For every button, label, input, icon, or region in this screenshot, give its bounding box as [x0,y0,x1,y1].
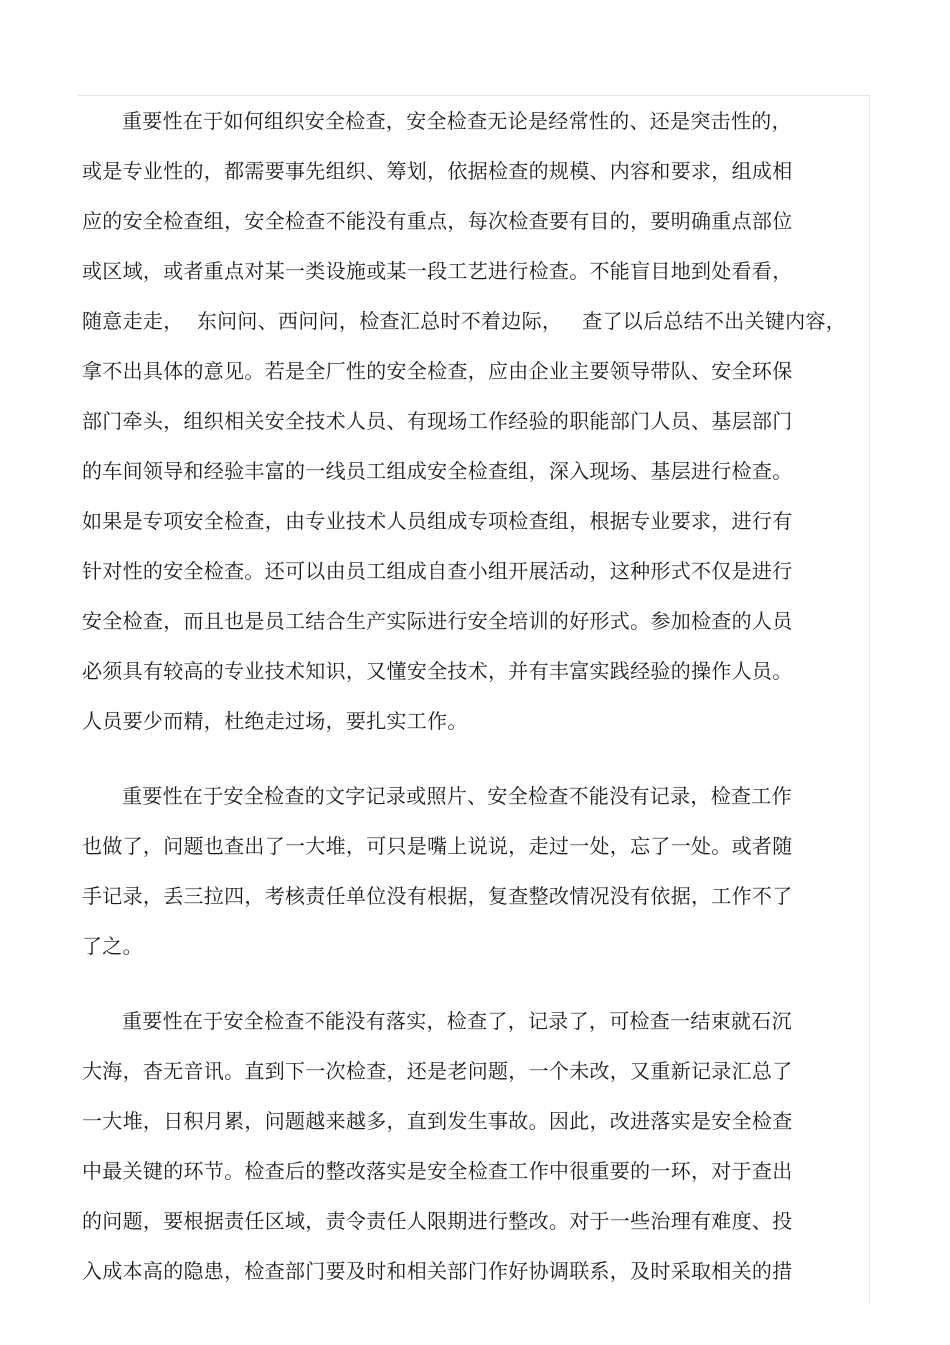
paragraph-gap [82,975,852,1000]
text-line: 的车间领导和经验丰富的一线员工组成安全检查组，深入现场、基层进行检查。 [82,459,793,483]
text-line: 针对性的安全检查。还可以由员工组成自查小组开展活动，这种形式不仅是进行 [82,559,793,583]
text-line: 的问题，要根据责任区域，责令责任人限期进行整改。对于一些治理有难度、投 [82,1209,793,1233]
text-line: 人员要少而精，杜绝走过场，要扎实工作。 [82,709,468,733]
text-line: 或区域，或者重点对某一类设施或某一段工艺进行检查。不能盲目地到处看看， [82,259,793,283]
text-line: 大海，杳无音讯。直到下一次检查，还是老问题，一个未改，又重新记录汇总了 [82,1059,793,1083]
text-line: 了之。 [82,934,143,958]
text-line: 重要性在于安全检查不能没有落实，检查了，记录了，可检查一结束就石沉 [122,1009,792,1033]
paragraph-2 [82,775,852,975]
text-line: 拿不出具体的意见。若是全厂性的安全检查，应由企业主要领导带队、安全环保 [82,359,793,383]
paragraph-1 [82,100,852,750]
document-body [82,100,852,1300]
text-line: 随意走走， 东问问、西问问，检查汇总时不着边际， 查了以后总结不出关键内容， [82,309,847,333]
text-line: 如果是专项安全检查，由专业技术人员组成专项检查组，根据专业要求，进行有 [82,509,793,533]
text-line: 重要性在于安全检查的文字记录或照片、安全检查不能没有记录，检查工作 [122,784,792,808]
text-line: 入成本高的隐患，检查部门要及时和相关部门作好协调联系，及时采取相关的措 [82,1259,793,1283]
text-line: 重要性在于如何组织安全检查，安全检查无论是经常性的、还是突击性的， [122,109,792,133]
text-line: 或是专业性的，都需要事先组织、筹划，依据检查的规模、内容和要求，组成相 [82,159,793,183]
text-line: 安全检查，而且也是员工结合生产实际进行安全培训的好形式。参加检查的人员 [82,609,793,633]
text-line: 部门牵头，组织相关安全技术人员、有现场工作经验的职能部门人员、基层部门 [82,409,793,433]
paragraph-3 [82,1000,852,1300]
text-line: 中最关键的环节。检查后的整改落实是安全检查工作中很重要的一环，对于查出 [82,1159,793,1183]
paragraph-gap [82,750,852,775]
text-line: 一大堆，日积月累，问题越来越多，直到发生事故。因此，改进落实是安全检查 [82,1109,793,1133]
text-line: 应的安全检查组，安全检查不能没有重点，每次检查要有目的，要明确重点部位 [82,209,793,233]
text-line: 必须具有较高的专业技术知识，又懂安全技术，并有丰富实践经验的操作人员。 [82,659,793,683]
text-line: 也做了，问题也查出了一大堆，可只是嘴上说说，走过一处，忘了一处。或者随 [82,834,793,858]
text-line: 手记录，丢三拉四，考核责任单位没有根据，复查整改情况没有依据，工作不了 [82,884,793,908]
